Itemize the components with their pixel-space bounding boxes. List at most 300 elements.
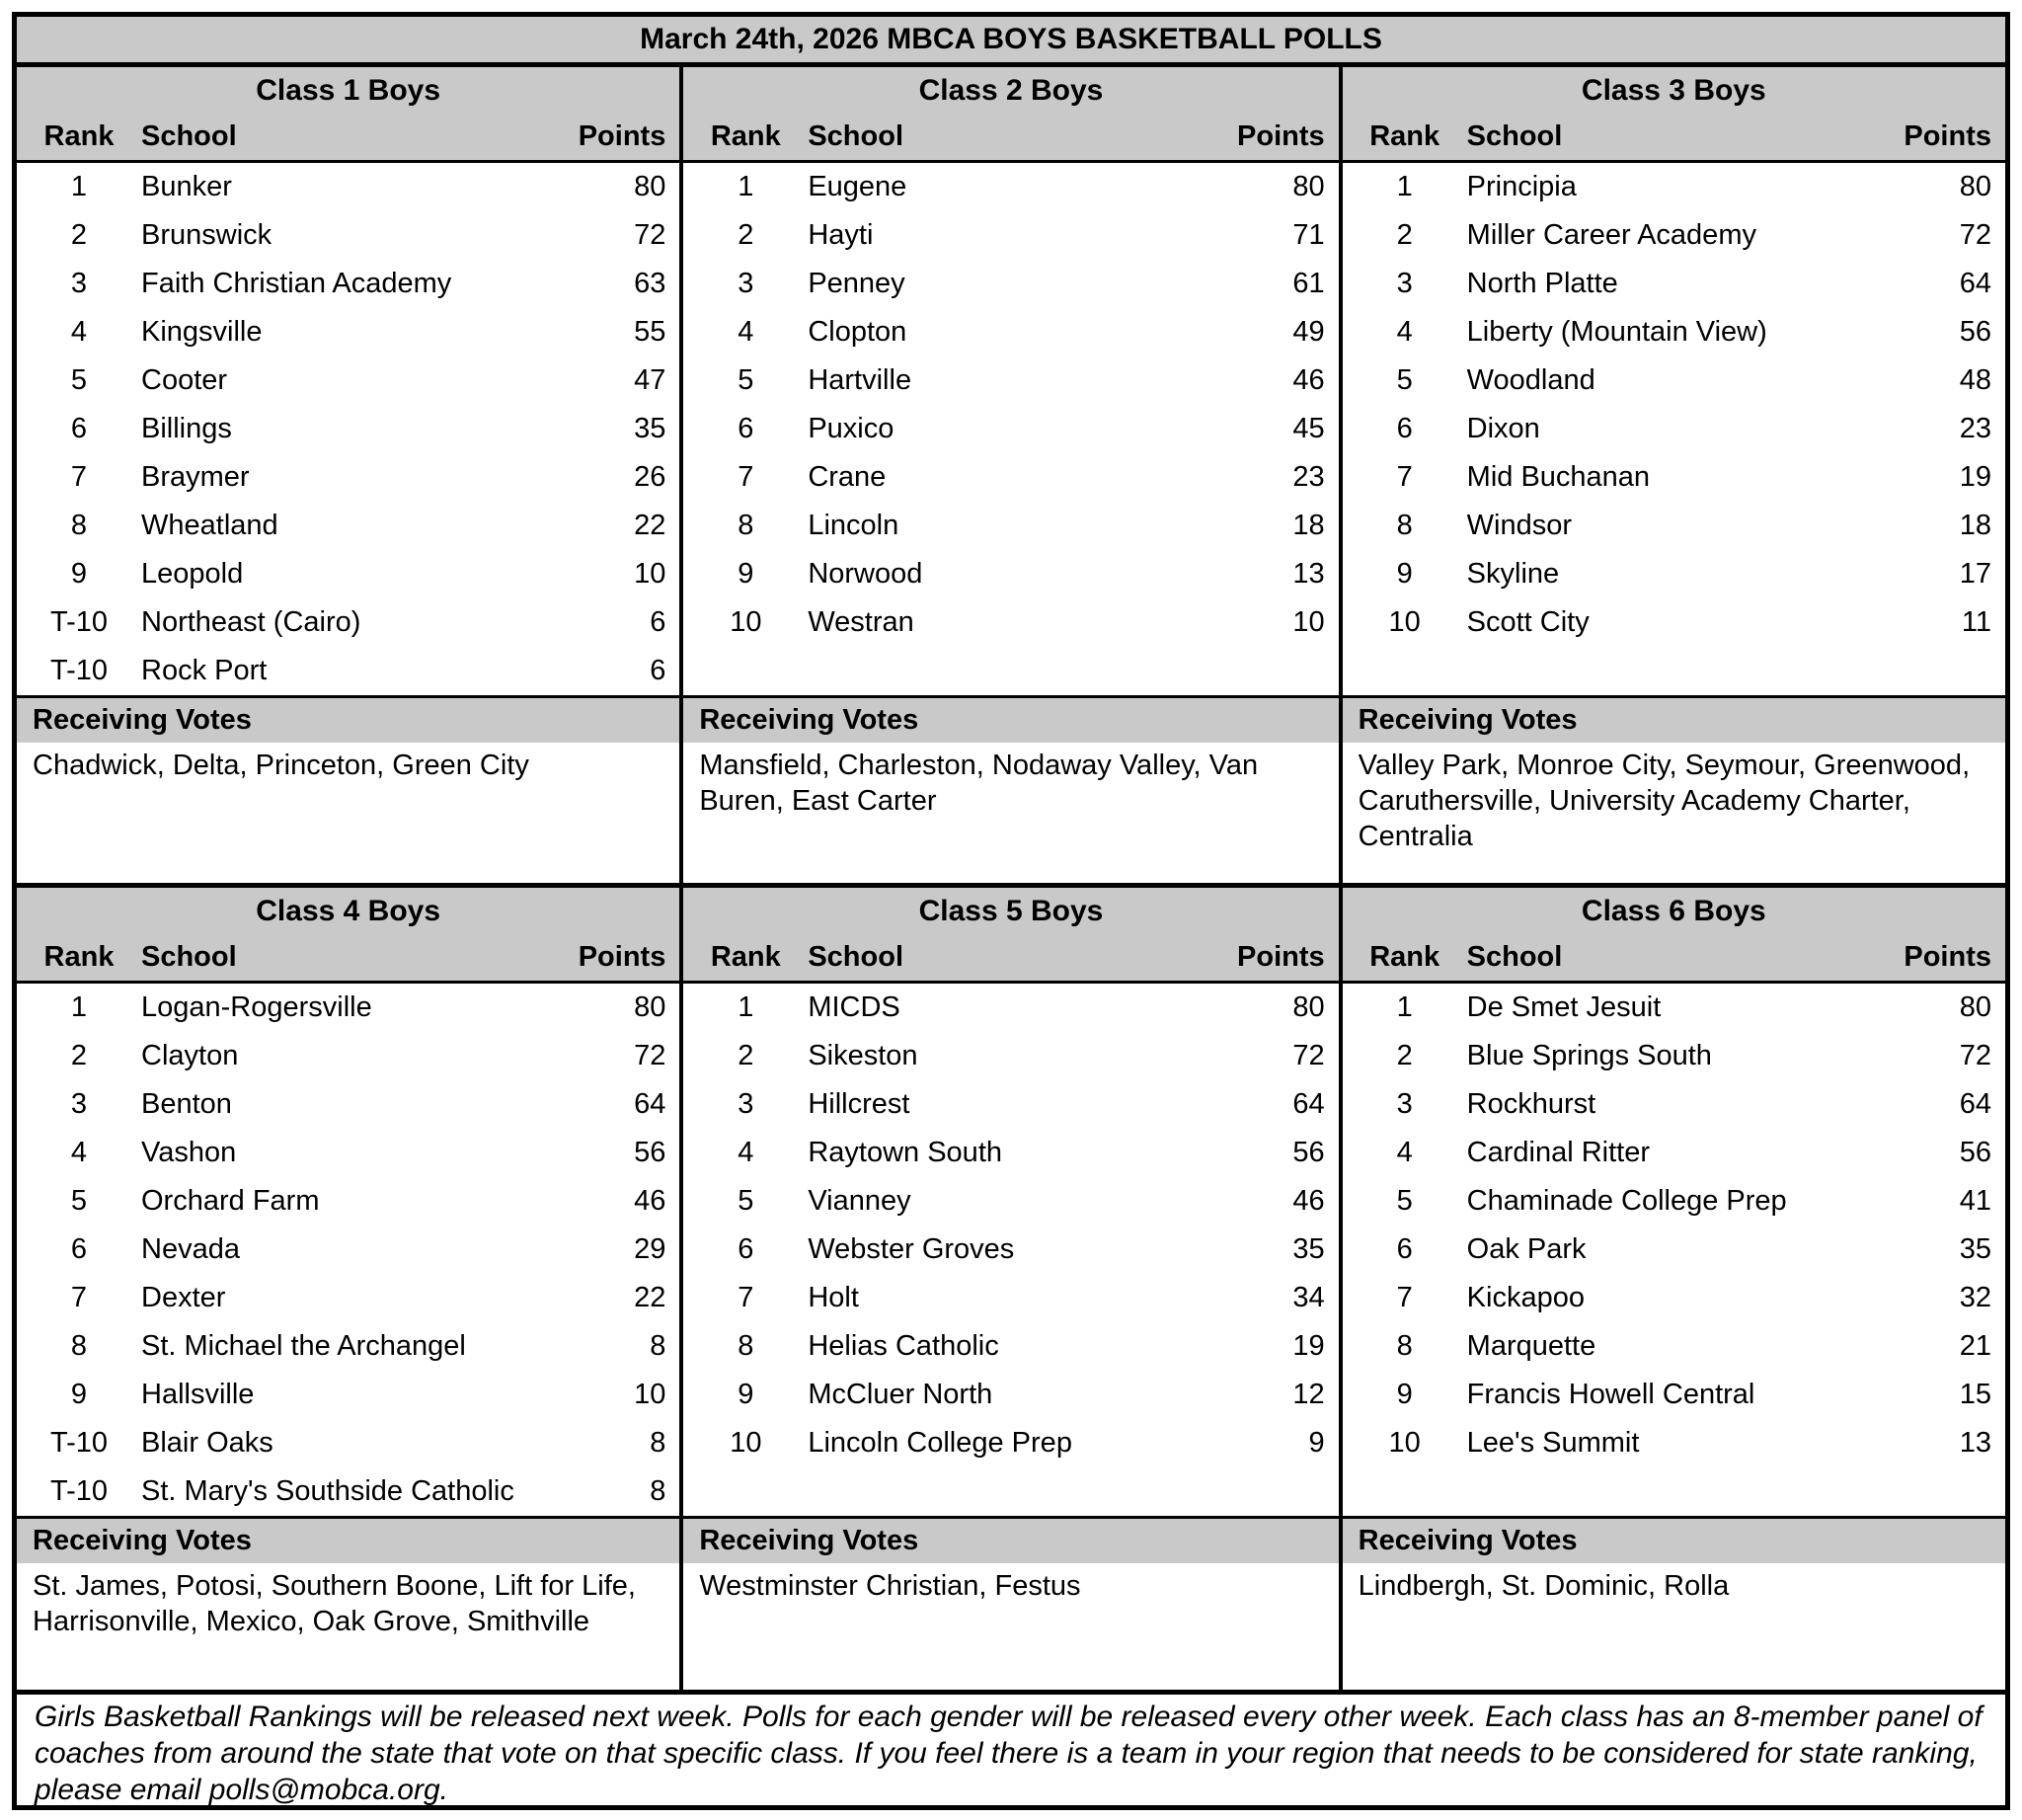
rank-cell: 8 xyxy=(1396,1330,1413,1362)
school-cell: Hallsville xyxy=(141,1379,255,1410)
school-cell: Dexter xyxy=(141,1282,226,1313)
school-cell: Faith Christian Academy xyxy=(141,268,452,299)
rank-cell: 10 xyxy=(730,606,762,638)
rank-cell: T-10 xyxy=(49,1475,109,1507)
school-header: School xyxy=(808,941,903,973)
points-cell: 72 xyxy=(1292,1040,1325,1071)
class-section xyxy=(17,67,679,883)
receiving-votes-header: Receiving Votes xyxy=(1343,695,2005,743)
points-cell: 10 xyxy=(1292,606,1325,638)
points-cell: 56 xyxy=(1292,1137,1325,1168)
table-row xyxy=(17,647,679,695)
school-cell: Hayti xyxy=(808,219,874,251)
table-row xyxy=(683,1274,1338,1322)
rank-cell: 5 xyxy=(70,364,88,396)
table-row xyxy=(1343,502,2005,550)
school-cell: Rockhurst xyxy=(1466,1088,1596,1120)
points-cell: 11 xyxy=(1961,606,1991,638)
table-row xyxy=(1343,1129,2005,1177)
rank-cell: 1 xyxy=(1396,991,1413,1023)
school-cell: Raytown South xyxy=(808,1137,1002,1168)
table-row xyxy=(17,598,679,647)
table-row xyxy=(1343,211,2005,260)
rank-cell: 5 xyxy=(1396,364,1413,396)
table-row xyxy=(683,1032,1338,1080)
rank-cell: 2 xyxy=(1396,219,1413,251)
school-cell: Braymer xyxy=(141,461,250,493)
school-cell: Rock Port xyxy=(141,655,268,686)
rank-header: Rank xyxy=(43,120,115,152)
points-cell: 46 xyxy=(634,1185,666,1217)
table-row xyxy=(683,598,1338,647)
rank-cell: 7 xyxy=(1396,461,1413,493)
school-cell: Marquette xyxy=(1466,1330,1596,1362)
school-cell: Skyline xyxy=(1466,558,1560,590)
points-cell: 8 xyxy=(650,1330,666,1362)
rank-cell: 8 xyxy=(1396,510,1413,541)
table-row xyxy=(17,163,679,211)
school-cell: St. Mary's Southside Catholic xyxy=(141,1475,514,1507)
rank-cell: 4 xyxy=(1396,316,1413,348)
footer-note: Girls Basketball Rankings will be released next week. Polls for each gender will be released every other week. Each class has an 8-member panel of coaches from around the state that vote on that specific class. If you feel there is a team in your region that needs to be considered for state ranking, please email polls@mobca.org. xyxy=(17,1690,2005,1805)
points-cell: 64 xyxy=(634,1088,666,1120)
points-cell: 64 xyxy=(1959,268,1991,299)
table-row xyxy=(17,260,679,308)
school-cell: Blair Oaks xyxy=(141,1427,273,1459)
table-row xyxy=(683,1371,1338,1419)
rank-cell: 10 xyxy=(1388,606,1421,638)
table-row xyxy=(1343,260,2005,308)
receiving-votes-list: Chadwick, Delta, Princeton, Green City xyxy=(17,743,679,883)
school-cell: MICDS xyxy=(808,991,900,1023)
receiving-votes-header: Receiving Votes xyxy=(17,695,679,743)
table-row xyxy=(683,1322,1338,1371)
table-row xyxy=(683,550,1338,598)
points-header: Points xyxy=(1904,120,1991,152)
rank-cell: 7 xyxy=(738,461,754,493)
points-cell: 9 xyxy=(1308,1427,1325,1459)
table-row xyxy=(17,1226,679,1274)
table-row xyxy=(1343,1274,2005,1322)
class-band-bottom xyxy=(17,888,2005,1690)
points-cell: 72 xyxy=(634,1040,666,1071)
points-cell: 80 xyxy=(634,171,666,202)
rank-cell: 6 xyxy=(70,1233,88,1265)
table-row xyxy=(1343,984,2005,1032)
rank-cell: 3 xyxy=(70,268,88,299)
school-cell: Vashon xyxy=(141,1137,237,1168)
school-cell: Francis Howell Central xyxy=(1466,1379,1755,1410)
column-header-row xyxy=(1343,114,2005,163)
school-cell: Orchard Farm xyxy=(141,1185,320,1217)
rank-cell: 3 xyxy=(1396,1088,1413,1120)
points-cell: 29 xyxy=(634,1233,666,1265)
rank-cell: 8 xyxy=(738,510,754,541)
table-row xyxy=(17,550,679,598)
table-row xyxy=(683,1226,1338,1274)
rank-cell: 6 xyxy=(70,413,88,444)
rank-cell: 2 xyxy=(738,1040,754,1071)
rank-cell: 9 xyxy=(1396,1379,1413,1410)
table-row xyxy=(17,405,679,453)
school-cell: Cooter xyxy=(141,364,228,396)
points-cell: 80 xyxy=(634,991,666,1023)
school-header: School xyxy=(808,120,903,152)
points-cell: 17 xyxy=(1959,558,1991,590)
table-row xyxy=(17,453,679,502)
points-cell: 23 xyxy=(1959,413,1991,444)
points-cell: 48 xyxy=(1959,364,1991,396)
rank-cell: 3 xyxy=(70,1088,88,1120)
class-title: Class 5 Boys xyxy=(683,888,1338,934)
table-row xyxy=(683,502,1338,550)
school-cell: Benton xyxy=(141,1088,232,1120)
points-cell: 56 xyxy=(1959,1137,1991,1168)
school-cell: Puxico xyxy=(808,413,894,444)
school-cell: Principia xyxy=(1466,171,1577,202)
points-header: Points xyxy=(578,941,666,973)
school-cell: Bunker xyxy=(141,171,232,202)
points-cell: 56 xyxy=(634,1137,666,1168)
table-row xyxy=(683,260,1338,308)
rank-cell: T-10 xyxy=(49,655,109,686)
rank-cell: 9 xyxy=(1396,558,1413,590)
rank-cell: 4 xyxy=(70,1137,88,1168)
points-cell: 13 xyxy=(1959,1427,1991,1459)
table-row xyxy=(17,1322,679,1371)
points-header: Points xyxy=(578,120,666,152)
class-section xyxy=(1343,67,2005,883)
school-cell: Blue Springs South xyxy=(1466,1040,1712,1071)
rank-cell: 6 xyxy=(1396,1233,1413,1265)
school-cell: Helias Catholic xyxy=(808,1330,999,1362)
rank-cell: 4 xyxy=(1396,1137,1413,1168)
school-cell: Westran xyxy=(808,606,914,638)
points-cell: 41 xyxy=(1959,1185,1991,1217)
school-cell: Kingsville xyxy=(141,316,263,348)
rank-header: Rank xyxy=(710,941,781,973)
class-section xyxy=(679,67,1342,883)
rank-cell: 6 xyxy=(738,413,754,444)
rank-cell: 2 xyxy=(70,219,88,251)
points-cell: 64 xyxy=(1959,1088,1991,1120)
table-row xyxy=(1343,453,2005,502)
school-cell: Dixon xyxy=(1466,413,1540,444)
points-cell: 19 xyxy=(1959,461,1991,493)
rank-cell: 5 xyxy=(738,364,754,396)
points-cell: 80 xyxy=(1292,171,1325,202)
rank-cell: 1 xyxy=(70,991,88,1023)
column-header-row xyxy=(683,114,1338,163)
table-row xyxy=(1343,1419,2005,1467)
receiving-votes-header: Receiving Votes xyxy=(17,1516,679,1563)
points-cell: 45 xyxy=(1292,413,1325,444)
rank-cell: 2 xyxy=(70,1040,88,1071)
rank-cell: 3 xyxy=(738,268,754,299)
table-row xyxy=(1343,405,2005,453)
rank-cell: 2 xyxy=(738,219,754,251)
table-row xyxy=(1343,1177,2005,1226)
school-cell: Woodland xyxy=(1466,364,1595,396)
school-cell: Leopold xyxy=(141,558,244,590)
table-row xyxy=(17,1032,679,1080)
rank-cell: 8 xyxy=(70,510,88,541)
school-header: School xyxy=(1466,941,1563,973)
points-cell: 22 xyxy=(634,510,666,541)
points-cell: 34 xyxy=(1292,1282,1325,1313)
rank-cell: 5 xyxy=(1396,1185,1413,1217)
school-cell: Miller Career Academy xyxy=(1466,219,1756,251)
points-cell: 32 xyxy=(1959,1282,1991,1313)
receiving-votes-list: Lindbergh, St. Dominic, Rolla xyxy=(1343,1563,2005,1690)
school-cell: Clayton xyxy=(141,1040,239,1071)
table-row xyxy=(1343,550,2005,598)
rank-cell: 8 xyxy=(738,1330,754,1362)
points-cell: 8 xyxy=(650,1475,666,1507)
table-row xyxy=(17,1371,679,1419)
table-row xyxy=(1343,598,2005,647)
table-row xyxy=(683,1177,1338,1226)
points-cell: 8 xyxy=(650,1427,666,1459)
points-cell: 35 xyxy=(1292,1233,1325,1265)
rank-cell: 9 xyxy=(738,1379,754,1410)
table-row xyxy=(683,984,1338,1032)
rank-cell: 10 xyxy=(1388,1427,1421,1459)
school-cell: St. Michael the Archangel xyxy=(141,1330,466,1362)
receiving-votes-list: St. James, Potosi, Southern Boone, Lift for Life, Harrisonville, Mexico, Oak Grove, Smithville xyxy=(17,1563,679,1690)
table-row xyxy=(683,453,1338,502)
points-cell: 35 xyxy=(1959,1233,1991,1265)
rank-cell: 6 xyxy=(1396,413,1413,444)
points-cell: 71 xyxy=(1292,219,1325,251)
points-cell: 63 xyxy=(634,268,666,299)
school-cell: Chaminade College Prep xyxy=(1466,1185,1787,1217)
points-header: Points xyxy=(1237,120,1325,152)
rank-header: Rank xyxy=(43,941,115,973)
rank-cell: 1 xyxy=(738,991,754,1023)
school-cell: North Platte xyxy=(1466,268,1618,299)
rank-cell: 7 xyxy=(738,1282,754,1313)
school-cell: Sikeston xyxy=(808,1040,918,1071)
rank-cell: 7 xyxy=(70,461,88,493)
document-title: March 24th, 2026 MBCA BOYS BASKETBALL POLLS xyxy=(17,17,2005,67)
points-cell: 35 xyxy=(634,413,666,444)
table-row xyxy=(17,356,679,405)
table-row xyxy=(17,1080,679,1129)
table-row xyxy=(17,984,679,1032)
school-cell: McCluer North xyxy=(808,1379,993,1410)
class-title: Class 1 Boys xyxy=(17,67,679,114)
points-cell: 19 xyxy=(1292,1330,1325,1362)
rank-cell: T-10 xyxy=(49,606,109,638)
points-cell: 6 xyxy=(650,606,666,638)
rank-cell: 5 xyxy=(738,1185,754,1217)
rank-cell: 4 xyxy=(738,1137,754,1168)
rank-cell: 9 xyxy=(70,1379,88,1410)
class-title: Class 4 Boys xyxy=(17,888,679,934)
points-cell: 6 xyxy=(650,655,666,686)
points-cell: 21 xyxy=(1959,1330,1991,1362)
table-row xyxy=(17,1467,679,1516)
rank-cell: 1 xyxy=(70,171,88,202)
receiving-votes-header: Receiving Votes xyxy=(1343,1516,2005,1563)
class-title: Class 6 Boys xyxy=(1343,888,2005,934)
rankings-table xyxy=(17,984,679,1516)
rank-cell: 7 xyxy=(1396,1282,1413,1313)
rank-cell: 9 xyxy=(738,558,754,590)
column-header-row xyxy=(683,934,1338,984)
table-row xyxy=(683,356,1338,405)
points-cell: 46 xyxy=(1292,1185,1325,1217)
receiving-votes-header: Receiving Votes xyxy=(683,695,1338,743)
table-row xyxy=(1343,1371,2005,1419)
rank-cell: 8 xyxy=(70,1330,88,1362)
table-row xyxy=(17,502,679,550)
points-cell: 47 xyxy=(634,364,666,396)
points-cell: 10 xyxy=(634,1379,666,1410)
class-section xyxy=(1343,888,2005,1690)
table-row xyxy=(683,405,1338,453)
table-row xyxy=(17,308,679,356)
points-cell: 80 xyxy=(1292,991,1325,1023)
points-cell: 80 xyxy=(1959,991,1991,1023)
receiving-votes-list: Valley Park, Monroe City, Seymour, Greenwood, Caruthersville, University Academy Charter, Centralia xyxy=(1343,743,2005,883)
table-row xyxy=(1343,1226,2005,1274)
points-cell: 49 xyxy=(1292,316,1325,348)
table-row xyxy=(1343,163,2005,211)
points-cell: 72 xyxy=(1959,219,1991,251)
class-title: Class 2 Boys xyxy=(683,67,1338,114)
school-cell: Lincoln College Prep xyxy=(808,1427,1072,1459)
school-cell: Hillcrest xyxy=(808,1088,910,1120)
points-cell: 61 xyxy=(1292,268,1325,299)
points-cell: 12 xyxy=(1292,1379,1325,1410)
school-cell: Brunswick xyxy=(141,219,272,251)
rank-cell: 4 xyxy=(738,316,754,348)
table-row xyxy=(683,211,1338,260)
school-cell: Liberty (Mountain View) xyxy=(1466,316,1767,348)
points-cell: 18 xyxy=(1959,510,1991,541)
table-row xyxy=(17,1177,679,1226)
table-row xyxy=(17,211,679,260)
table-row xyxy=(1343,1322,2005,1371)
points-cell: 13 xyxy=(1292,558,1325,590)
school-cell: Cardinal Ritter xyxy=(1466,1137,1650,1168)
school-cell: Holt xyxy=(808,1282,859,1313)
column-header-row xyxy=(17,934,679,984)
school-cell: Wheatland xyxy=(141,510,278,541)
rankings-table xyxy=(1343,984,2005,1516)
points-header: Points xyxy=(1237,941,1325,973)
school-cell: Oak Park xyxy=(1466,1233,1587,1265)
rank-cell: 3 xyxy=(1396,268,1413,299)
table-row xyxy=(683,308,1338,356)
rank-cell: 5 xyxy=(70,1185,88,1217)
column-header-row xyxy=(17,114,679,163)
points-cell: 72 xyxy=(634,219,666,251)
class-band-top xyxy=(17,67,2005,883)
receiving-votes-header: Receiving Votes xyxy=(683,1516,1338,1563)
points-cell: 56 xyxy=(1959,316,1991,348)
school-cell: Eugene xyxy=(808,171,907,202)
column-header-row xyxy=(1343,934,2005,984)
school-header: School xyxy=(141,120,237,152)
points-cell: 46 xyxy=(1292,364,1325,396)
school-header: School xyxy=(141,941,237,973)
rank-cell: 9 xyxy=(70,558,88,590)
points-cell: 64 xyxy=(1292,1088,1325,1120)
school-cell: Webster Groves xyxy=(808,1233,1015,1265)
table-row xyxy=(17,1129,679,1177)
points-cell: 23 xyxy=(1292,461,1325,493)
class-section xyxy=(17,888,679,1690)
school-cell: Nevada xyxy=(141,1233,240,1265)
school-header: School xyxy=(1466,120,1563,152)
rankings-table xyxy=(683,984,1338,1516)
school-cell: Scott City xyxy=(1466,606,1590,638)
rank-cell: 1 xyxy=(738,171,754,202)
table-row xyxy=(683,1419,1338,1467)
school-cell: Kickapoo xyxy=(1466,1282,1585,1313)
rankings-table xyxy=(17,163,679,695)
points-cell: 18 xyxy=(1292,510,1325,541)
rank-cell: 1 xyxy=(1396,171,1413,202)
receiving-votes-list: Mansfield, Charleston, Nodaway Valley, Van Buren, East Carter xyxy=(683,743,1338,883)
table-row xyxy=(17,1419,679,1467)
receiving-votes-list: Westminster Christian, Festus xyxy=(683,1563,1338,1690)
rank-cell: 10 xyxy=(730,1427,762,1459)
school-cell: Crane xyxy=(808,461,887,493)
table-row xyxy=(1343,356,2005,405)
school-cell: Lee's Summit xyxy=(1466,1427,1640,1459)
school-cell: Hartville xyxy=(808,364,912,396)
points-cell: 22 xyxy=(634,1282,666,1313)
points-cell: 10 xyxy=(634,558,666,590)
points-cell: 55 xyxy=(634,316,666,348)
school-cell: Windsor xyxy=(1466,510,1573,541)
points-header: Points xyxy=(1904,941,1991,973)
points-cell: 80 xyxy=(1959,171,1991,202)
table-row xyxy=(1343,1032,2005,1080)
school-cell: Mid Buchanan xyxy=(1466,461,1651,493)
points-cell: 72 xyxy=(1959,1040,1991,1071)
table-row xyxy=(17,1274,679,1322)
class-section xyxy=(679,888,1342,1690)
table-row xyxy=(1343,1080,2005,1129)
class-title: Class 3 Boys xyxy=(1343,67,2005,114)
rank-cell: 4 xyxy=(70,316,88,348)
points-cell: 26 xyxy=(634,461,666,493)
table-row xyxy=(683,163,1338,211)
rank-cell: 2 xyxy=(1396,1040,1413,1071)
table-row xyxy=(683,1129,1338,1177)
rank-cell: 3 xyxy=(738,1088,754,1120)
rank-header: Rank xyxy=(1369,941,1440,973)
points-cell: 15 xyxy=(1959,1379,1991,1410)
rank-header: Rank xyxy=(710,120,781,152)
rank-cell: 7 xyxy=(70,1282,88,1313)
school-cell: Penney xyxy=(808,268,905,299)
rankings-table xyxy=(1343,163,2005,695)
school-cell: Norwood xyxy=(808,558,923,590)
table-row xyxy=(1343,308,2005,356)
school-cell: Logan-Rogersville xyxy=(141,991,372,1023)
school-cell: Northeast (Cairo) xyxy=(141,606,361,638)
rank-cell: T-10 xyxy=(49,1427,109,1459)
school-cell: Vianney xyxy=(808,1185,911,1217)
poll-document xyxy=(12,12,2010,1810)
table-row xyxy=(683,1080,1338,1129)
